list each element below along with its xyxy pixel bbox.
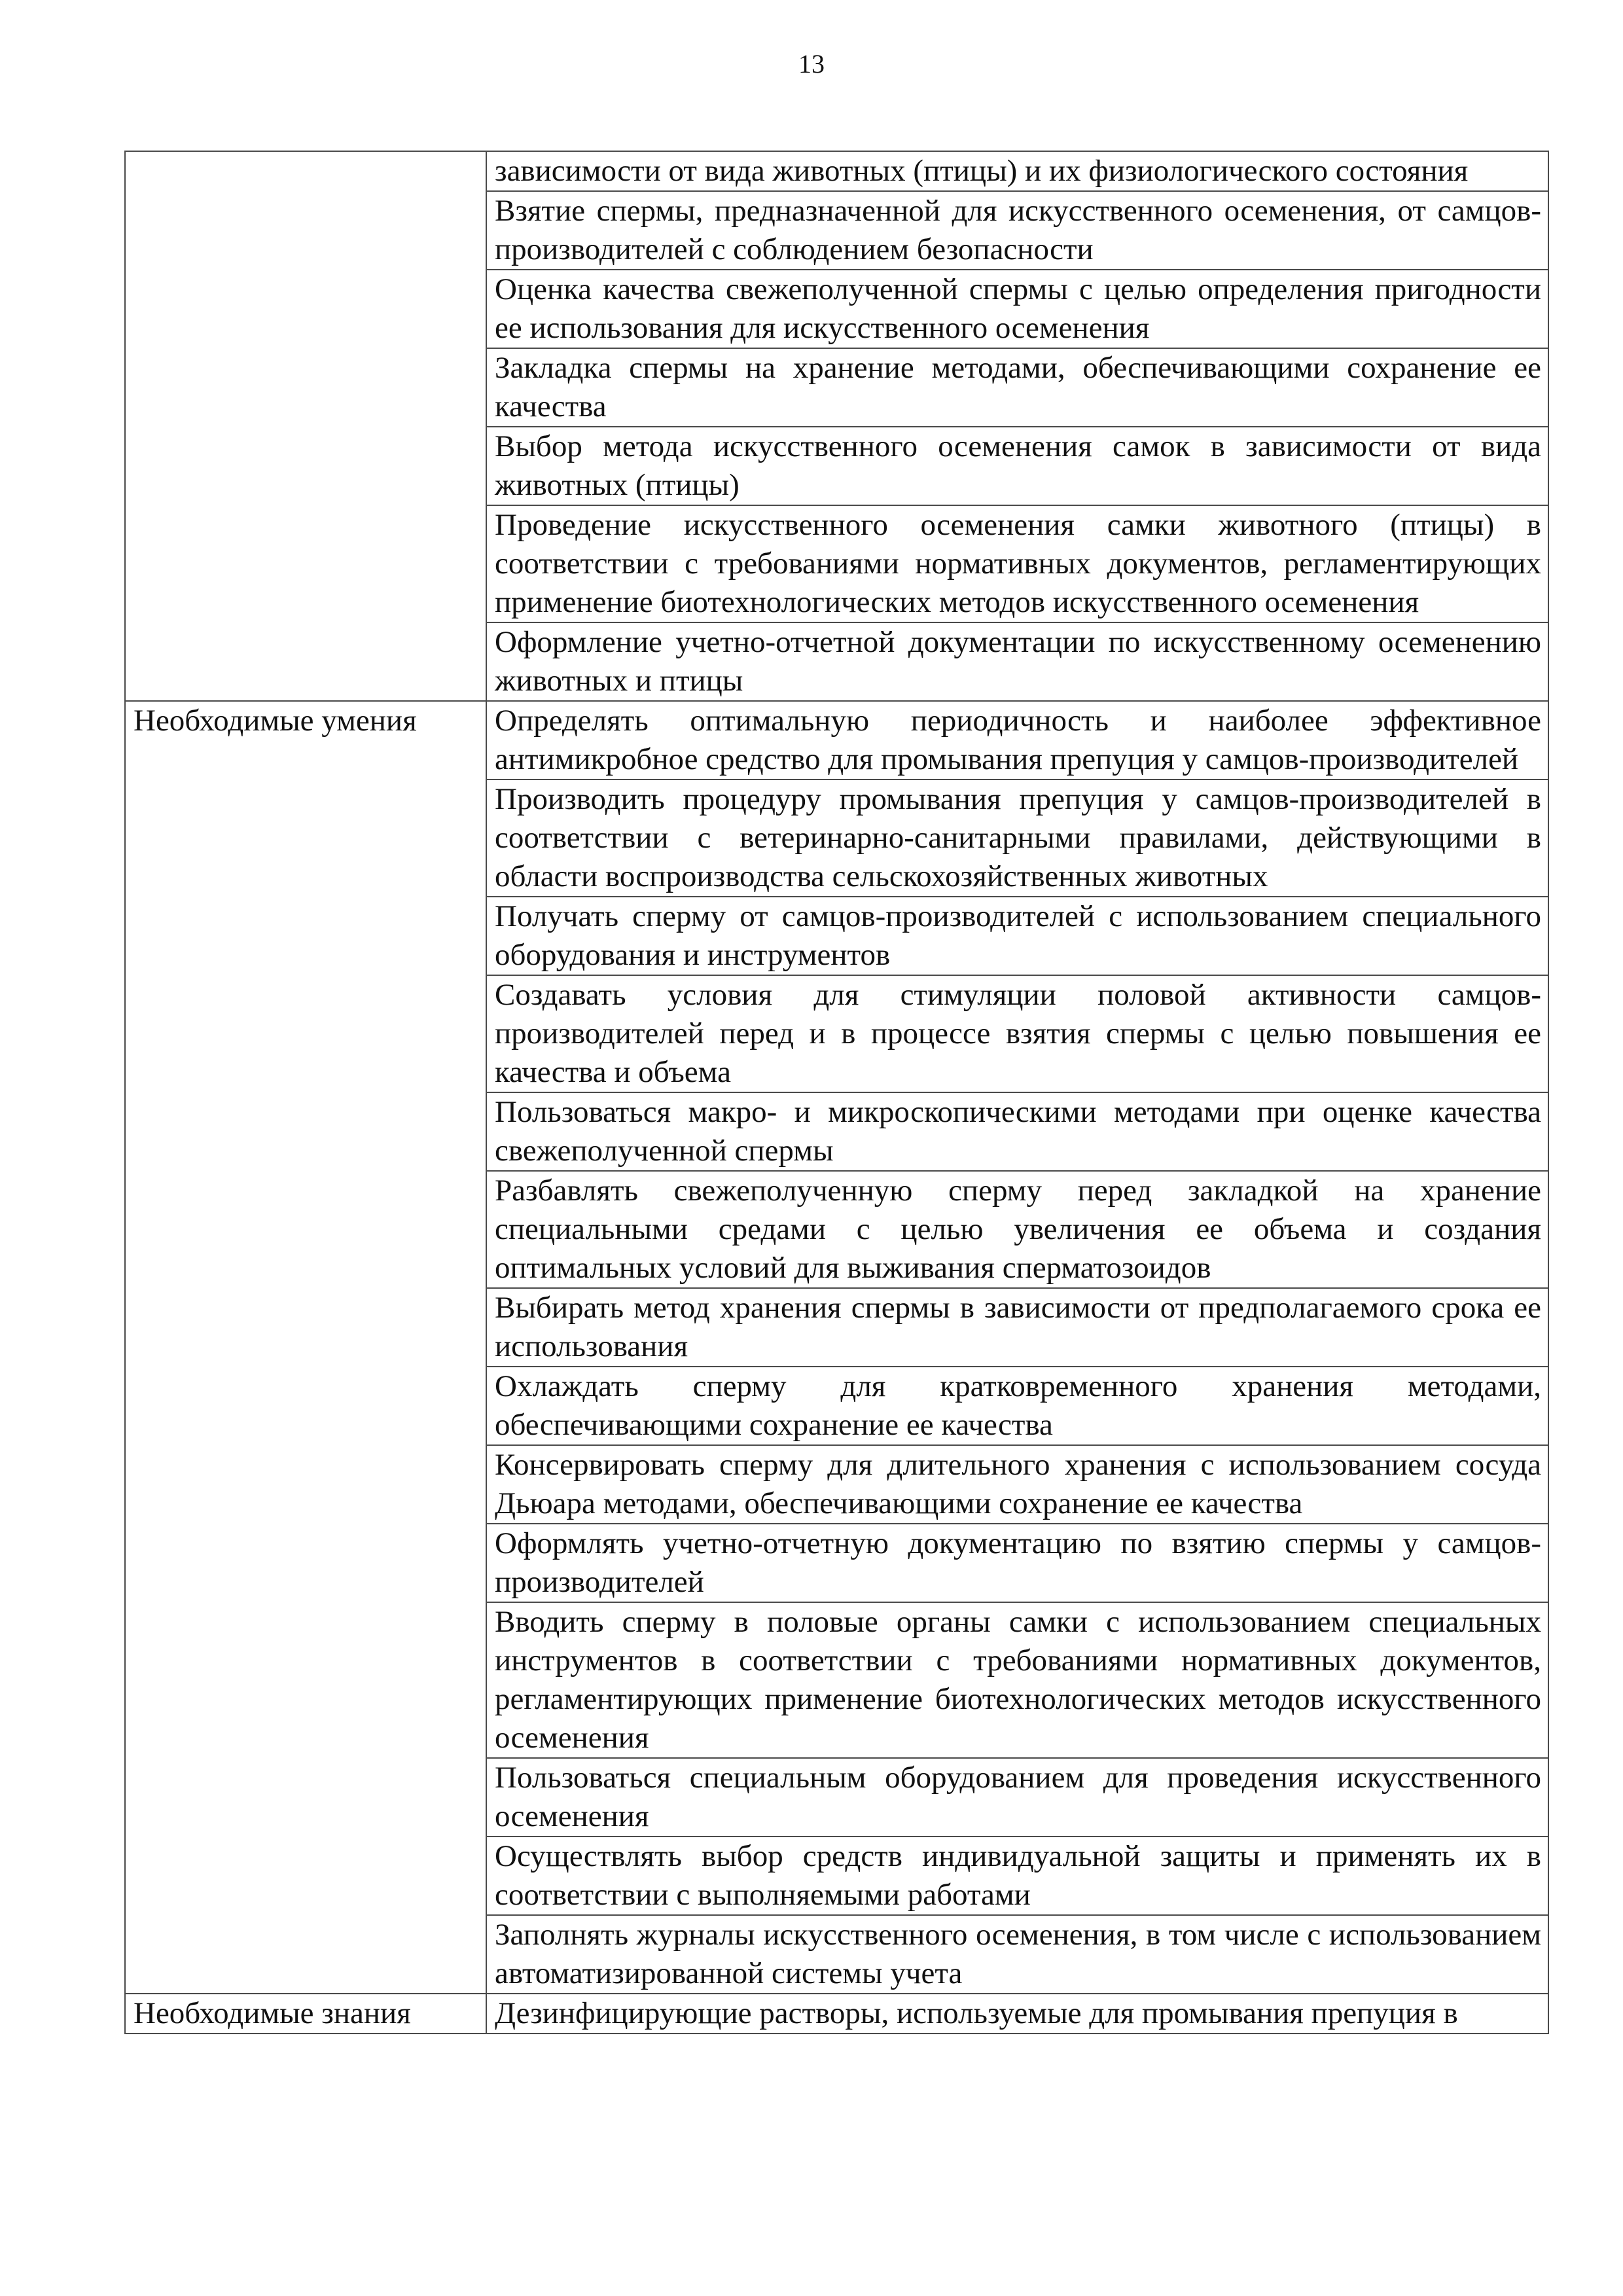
- row-text: Оформлять учетно-отчетную документацию по взятию спермы у самцов-производителей: [486, 1524, 1548, 1602]
- row-text: Создавать условия для стимуляции половой активности самцов-производителей перед и в процессе взятия спермы с целью повышения ее качества и объема: [486, 975, 1548, 1092]
- row-label-empty: [125, 1602, 486, 1758]
- row-text: Разбавлять свежеполученную сперму перед закладкой на хранение специальными средами с целью увеличения ее объема и создания оптимальных условий для выживания сперматозоидов: [486, 1171, 1548, 1288]
- table-row: [125, 1445, 1548, 1524]
- row-text: Взятие спермы, предназначенной для искусственного осеменения, от самцов-производителей с соблюдением безопасности: [486, 191, 1548, 270]
- table-row: [125, 1524, 1548, 1602]
- table-row: [125, 1092, 1548, 1171]
- row-label-empty: [125, 1837, 486, 1915]
- table-row: [125, 1602, 1548, 1758]
- row-text: Оформление учетно-отчетной документации по искусственному осеменению животных и птицы: [486, 622, 1548, 701]
- row-text: Проведение искусственного осеменения самки животного (птицы) в соответствии с требованиями нормативных документов, регламентирующих применение биотехнологических методов искусственного осеменения: [486, 505, 1548, 622]
- row-label-empty: [125, 897, 486, 975]
- row-text: зависимости от вида животных (птицы) и их физиологического состояния: [486, 151, 1548, 191]
- row-text: Пользоваться макро- и микроскопическими методами при оценке качества свежеполученной спермы: [486, 1092, 1548, 1171]
- row-label-empty: [125, 975, 486, 1092]
- table-row: [125, 1758, 1548, 1837]
- table-row: [125, 191, 1548, 270]
- row-text: Закладка спермы на хранение методами, обеспечивающими сохранение ее качества: [486, 348, 1548, 427]
- requirements-table: [124, 151, 1549, 2034]
- row-label-empty: [125, 622, 486, 701]
- table-row: [125, 151, 1548, 191]
- row-text: Получать сперму от самцов-производителей с использованием специального оборудования и инструментов: [486, 897, 1548, 975]
- row-label-empty: [125, 1445, 486, 1524]
- table-row: [125, 701, 1548, 780]
- table-row: [125, 897, 1548, 975]
- row-label-empty: [125, 780, 486, 897]
- row-text: Определять оптимальную периодичность и наиболее эффективное антимикробное средство для промывания препуция у самцов-производителей: [486, 701, 1548, 780]
- table-row: [125, 975, 1548, 1092]
- row-label-empty: [125, 505, 486, 622]
- row-text: Дезинфицирующие растворы, используемые для промывания препуция в: [486, 1994, 1548, 2034]
- row-label-empty: [125, 1367, 486, 1445]
- row-label-empty: [125, 1915, 486, 1994]
- row-text: Заполнять журналы искусственного осеменения, в том числе с использованием автоматизированной системы учета: [486, 1915, 1548, 1994]
- section-label-knowledge: Необходимые знания: [125, 1994, 486, 2034]
- table-row: [125, 1837, 1548, 1915]
- row-text: Оценка качества свежеполученной спермы с целью определения пригодности ее использования для искусственного осеменения: [486, 270, 1548, 348]
- row-text: Консервировать сперму для длительного хранения с использованием сосуда Дьюара методами, обеспечивающими сохранение ее качества: [486, 1445, 1548, 1524]
- table-row: [125, 1171, 1548, 1288]
- row-text: Производить процедуру промывания препуция у самцов-производителей в соответствии с ветеринарно-санитарными правилами, действующими в области воспроизводства сельскохозяйственных животных: [486, 780, 1548, 897]
- table-row: [125, 1288, 1548, 1367]
- table-row: [125, 348, 1548, 427]
- row-text: Выбор метода искусственного осеменения самок в зависимости от вида животных (птицы): [486, 427, 1548, 505]
- row-text: Пользоваться специальным оборудованием для проведения искусственного осеменения: [486, 1758, 1548, 1837]
- table-row: [125, 780, 1548, 897]
- table-row: [125, 1367, 1548, 1445]
- row-label-empty: [125, 427, 486, 505]
- row-text: Вводить сперму в половые органы самки с использованием специальных инструментов в соответствии с требованиями нормативных документов, регламентирующих применение биотехнологических методов искусственного осеменения: [486, 1602, 1548, 1758]
- page-number: 13: [798, 49, 825, 79]
- table-row: [125, 1915, 1548, 1994]
- row-text: Охлаждать сперму для кратковременного хранения методами, обеспечивающими сохранение ее качества: [486, 1367, 1548, 1445]
- row-label-empty: [125, 1288, 486, 1367]
- row-text: Выбирать метод хранения спермы в зависимости от предполагаемого срока ее использования: [486, 1288, 1548, 1367]
- row-label-empty: [125, 1171, 486, 1288]
- row-label-empty: [125, 1758, 486, 1837]
- table-row: [125, 270, 1548, 348]
- row-text: Осуществлять выбор средств индивидуальной защиты и применять их в соответствии с выполняемыми работами: [486, 1837, 1548, 1915]
- row-label-empty: [125, 270, 486, 348]
- row-label-empty: [125, 151, 486, 191]
- row-label-empty: [125, 1092, 486, 1171]
- table-row: [125, 622, 1548, 701]
- row-label-empty: [125, 1524, 486, 1602]
- row-label-empty: [125, 348, 486, 427]
- section-label-skills: Необходимые умения: [125, 701, 486, 780]
- table-row: [125, 427, 1548, 505]
- table-row: [125, 1994, 1548, 2034]
- row-label-empty: [125, 191, 486, 270]
- table-row: [125, 505, 1548, 622]
